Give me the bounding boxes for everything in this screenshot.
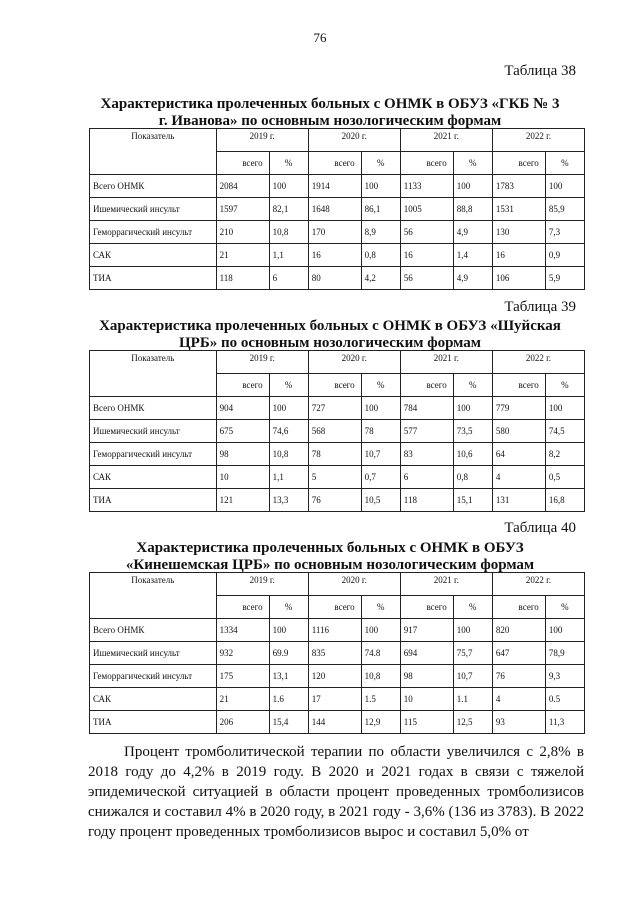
row-name: Геморрагический инсульт	[90, 443, 217, 466]
header-total: всего	[216, 374, 269, 397]
cell-percent: 13,1	[269, 665, 308, 688]
cell-total: 21	[216, 688, 269, 711]
page-number: 76	[313, 30, 327, 45]
cell-total: 4	[492, 466, 545, 489]
cell-percent: 100	[361, 397, 400, 420]
cell-percent: 75,7	[453, 642, 492, 665]
table-40-title-line-1: Характеристика пролеченных больных с ОНМК в ОБУЗ	[136, 540, 524, 556]
cell-total: 121	[216, 489, 269, 512]
cell-percent: 0,9	[545, 244, 584, 267]
cell-percent: 100	[269, 397, 308, 420]
table-row	[90, 175, 585, 198]
cell-percent: 5,9	[545, 267, 584, 290]
cell-total: 904	[216, 397, 269, 420]
header-percent: %	[453, 596, 492, 619]
cell-percent: 74.8	[361, 642, 400, 665]
cell-total: 83	[400, 443, 453, 466]
cell-percent: 10,8	[361, 665, 400, 688]
table-row	[90, 619, 585, 642]
cell-total: 1133	[400, 175, 453, 198]
cell-total: 78	[308, 443, 361, 466]
cell-total: 779	[492, 397, 545, 420]
header-percent: %	[453, 374, 492, 397]
cell-total: 820	[492, 619, 545, 642]
cell-percent: 10,8	[269, 221, 308, 244]
table-row	[90, 688, 585, 711]
table-row	[90, 489, 585, 512]
header-percent: %	[545, 152, 584, 175]
cell-total: 1005	[400, 198, 453, 221]
row-name: Ишемический инсульт	[90, 198, 217, 221]
cell-percent: 100	[361, 175, 400, 198]
cell-total: 917	[400, 619, 453, 642]
header-total: всего	[492, 596, 545, 619]
row-name: Ишемический инсульт	[90, 420, 217, 443]
cell-percent: 8,2	[545, 443, 584, 466]
table-row	[90, 665, 585, 688]
body-paragraph: Процент тромболитической терапии по области увеличился с 2,8% в 2018 году до 4,2% в 2019 году. В 2020 и 2021 годах в связи с тяжелой эпидемической ситуацией в области процент проведенных тромболизисов снижался и составил 4% в 2020 году, в 2021 году - 3,6% (136 из 3783). В 2022 году процент проведенных тромболизисов вырос и составил 5,0% от	[88, 744, 584, 840]
header-total: всего	[216, 596, 269, 619]
cell-percent: 4,2	[361, 267, 400, 290]
cell-percent: 0.5	[545, 688, 584, 711]
table-39-title	[80, 318, 580, 352]
table-38	[89, 128, 585, 290]
cell-percent: 100	[269, 619, 308, 642]
table-38-title-line-2: г. Иванова» по основным нозологическим формам	[158, 113, 502, 129]
header-percent: %	[269, 596, 308, 619]
cell-total: 784	[400, 397, 453, 420]
header-total: всего	[308, 596, 361, 619]
cell-percent: 100	[453, 619, 492, 642]
cell-total: 144	[308, 711, 361, 734]
cell-percent: 4,9	[453, 221, 492, 244]
table-row	[90, 466, 585, 489]
cell-percent: 78	[361, 420, 400, 443]
cell-percent: 4,9	[453, 267, 492, 290]
cell-total: 4	[492, 688, 545, 711]
header-total: всего	[400, 152, 453, 175]
header-year: 2022 г.	[492, 129, 584, 152]
table-row	[90, 420, 585, 443]
cell-total: 1334	[216, 619, 269, 642]
row-name: САК	[90, 466, 217, 489]
cell-total: 16	[492, 244, 545, 267]
cell-percent: 10,7	[361, 443, 400, 466]
cell-total: 115	[400, 711, 453, 734]
header-percent: %	[545, 374, 584, 397]
cell-total: 568	[308, 420, 361, 443]
cell-percent: 1,1	[269, 244, 308, 267]
cell-total: 56	[400, 267, 453, 290]
cell-percent: 8,9	[361, 221, 400, 244]
cell-percent: 1.5	[361, 688, 400, 711]
cell-total: 580	[492, 420, 545, 443]
cell-total: 120	[308, 665, 361, 688]
cell-total: 80	[308, 267, 361, 290]
cell-percent: 0,8	[453, 466, 492, 489]
cell-total: 17	[308, 688, 361, 711]
header-indicator: Показатель	[90, 129, 217, 175]
cell-percent: 15,4	[269, 711, 308, 734]
cell-total: 16	[308, 244, 361, 267]
table-row	[90, 711, 585, 734]
row-name: ТИА	[90, 711, 217, 734]
table-row	[90, 397, 585, 420]
header-percent: %	[361, 596, 400, 619]
header-year: 2019 г.	[216, 129, 308, 152]
cell-total: 727	[308, 397, 361, 420]
table-row	[90, 443, 585, 466]
row-name: Всего ОНМК	[90, 619, 217, 642]
cell-percent: 88,8	[453, 198, 492, 221]
cell-total: 10	[400, 688, 453, 711]
table-row	[90, 221, 585, 244]
cell-percent: 12,9	[361, 711, 400, 734]
header-year: 2021 г.	[400, 573, 492, 596]
header-year: 2020 г.	[308, 351, 400, 374]
table-40-title-line-2: «Кинешемская ЦРБ» по основным нозологическим формам	[125, 557, 535, 573]
cell-total: 56	[400, 221, 453, 244]
row-name: ТИА	[90, 267, 217, 290]
header-year: 2021 г.	[400, 351, 492, 374]
cell-total: 21	[216, 244, 269, 267]
cell-percent: 0,8	[361, 244, 400, 267]
table-row	[90, 267, 585, 290]
cell-percent: 100	[269, 175, 308, 198]
cell-total: 98	[216, 443, 269, 466]
cell-percent: 74,5	[545, 420, 584, 443]
table-header-row	[90, 573, 585, 596]
header-indicator: Показатель	[90, 573, 217, 619]
cell-percent: 0,5	[545, 466, 584, 489]
cell-percent: 10,8	[269, 443, 308, 466]
cell-total: 1783	[492, 175, 545, 198]
header-indicator: Показатель	[90, 351, 217, 397]
table-40	[89, 572, 585, 734]
cell-percent: 73,5	[453, 420, 492, 443]
cell-total: 10	[216, 466, 269, 489]
cell-percent: 1.6	[269, 688, 308, 711]
cell-total: 1648	[308, 198, 361, 221]
cell-total: 835	[308, 642, 361, 665]
cell-total: 131	[492, 489, 545, 512]
table-header-row	[90, 129, 585, 152]
cell-total: 175	[216, 665, 269, 688]
cell-total: 130	[492, 221, 545, 244]
header-percent: %	[361, 152, 400, 175]
cell-percent: 13,3	[269, 489, 308, 512]
cell-percent: 1,1	[269, 466, 308, 489]
cell-percent: 15,1	[453, 489, 492, 512]
cell-total: 1914	[308, 175, 361, 198]
header-total: всего	[400, 596, 453, 619]
row-name: Всего ОНМК	[90, 397, 217, 420]
cell-percent: 1,4	[453, 244, 492, 267]
cell-total: 170	[308, 221, 361, 244]
table-40-title	[80, 540, 580, 574]
header-total: всего	[308, 374, 361, 397]
cell-total: 647	[492, 642, 545, 665]
cell-percent: 0,7	[361, 466, 400, 489]
table-40-label: Таблица 40	[504, 520, 576, 536]
cell-percent: 11,3	[545, 711, 584, 734]
cell-total: 6	[400, 466, 453, 489]
cell-percent: 10,6	[453, 443, 492, 466]
cell-percent: 7,3	[545, 221, 584, 244]
header-year: 2022 г.	[492, 573, 584, 596]
row-name: Геморрагический инсульт	[90, 665, 217, 688]
cell-total: 1531	[492, 198, 545, 221]
cell-percent: 100	[361, 619, 400, 642]
table-39-title-line-1: Характеристика пролеченных больных с ОНМК в ОБУЗ «Шуйская	[99, 318, 561, 334]
cell-total: 210	[216, 221, 269, 244]
table-row	[90, 642, 585, 665]
cell-percent: 16,8	[545, 489, 584, 512]
row-name: Геморрагический инсульт	[90, 221, 217, 244]
table-header-row	[90, 351, 585, 374]
cell-total: 76	[308, 489, 361, 512]
table-38-label: Таблица 38	[504, 63, 576, 79]
cell-percent: 100	[453, 397, 492, 420]
cell-percent: 9,3	[545, 665, 584, 688]
cell-percent: 100	[545, 619, 584, 642]
cell-percent: 1.1	[453, 688, 492, 711]
header-total: всего	[400, 374, 453, 397]
cell-total: 577	[400, 420, 453, 443]
row-name: САК	[90, 688, 217, 711]
table-38-title	[80, 96, 580, 130]
table-row	[90, 244, 585, 267]
cell-percent: 10,5	[361, 489, 400, 512]
header-percent: %	[269, 374, 308, 397]
table-row	[90, 198, 585, 221]
cell-total: 694	[400, 642, 453, 665]
row-name: Ишемический инсульт	[90, 642, 217, 665]
header-total: всего	[492, 374, 545, 397]
header-year: 2020 г.	[308, 573, 400, 596]
cell-percent: 74,6	[269, 420, 308, 443]
cell-percent: 10,7	[453, 665, 492, 688]
cell-total: 206	[216, 711, 269, 734]
row-name: ТИА	[90, 489, 217, 512]
cell-total: 675	[216, 420, 269, 443]
header-total: всего	[492, 152, 545, 175]
header-percent: %	[361, 374, 400, 397]
row-name: САК	[90, 244, 217, 267]
header-year: 2022 г.	[492, 351, 584, 374]
cell-percent: 82,1	[269, 198, 308, 221]
cell-percent: 100	[453, 175, 492, 198]
header-percent: %	[545, 596, 584, 619]
cell-total: 1597	[216, 198, 269, 221]
cell-total: 93	[492, 711, 545, 734]
cell-total: 5	[308, 466, 361, 489]
cell-percent: 86,1	[361, 198, 400, 221]
cell-percent: 78,9	[545, 642, 584, 665]
header-total: всего	[308, 152, 361, 175]
header-year: 2021 г.	[400, 129, 492, 152]
cell-percent: 100	[545, 397, 584, 420]
header-percent: %	[269, 152, 308, 175]
table-38-title-line-1: Характеристика пролеченных больных с ОНМК в ОБУЗ «ГКБ № 3	[100, 96, 560, 112]
header-total: всего	[216, 152, 269, 175]
cell-total: 2084	[216, 175, 269, 198]
cell-total: 76	[492, 665, 545, 688]
table-39	[89, 350, 585, 512]
cell-percent: 100	[545, 175, 584, 198]
cell-total: 16	[400, 244, 453, 267]
header-year: 2020 г.	[308, 129, 400, 152]
table-39-label: Таблица 39	[504, 299, 576, 315]
cell-percent: 12,5	[453, 711, 492, 734]
cell-total: 64	[492, 443, 545, 466]
cell-total: 98	[400, 665, 453, 688]
cell-total: 118	[400, 489, 453, 512]
cell-percent: 69.9	[269, 642, 308, 665]
header-percent: %	[453, 152, 492, 175]
table-39-title-line-2: ЦРБ» по основным нозологическим формам	[178, 335, 482, 351]
header-year: 2019 г.	[216, 573, 308, 596]
cell-total: 932	[216, 642, 269, 665]
header-year: 2019 г.	[216, 351, 308, 374]
row-name: Всего ОНМК	[90, 175, 217, 198]
cell-total: 118	[216, 267, 269, 290]
cell-total: 1116	[308, 619, 361, 642]
cell-total: 106	[492, 267, 545, 290]
cell-percent: 6	[269, 267, 308, 290]
cell-percent: 85,9	[545, 198, 584, 221]
